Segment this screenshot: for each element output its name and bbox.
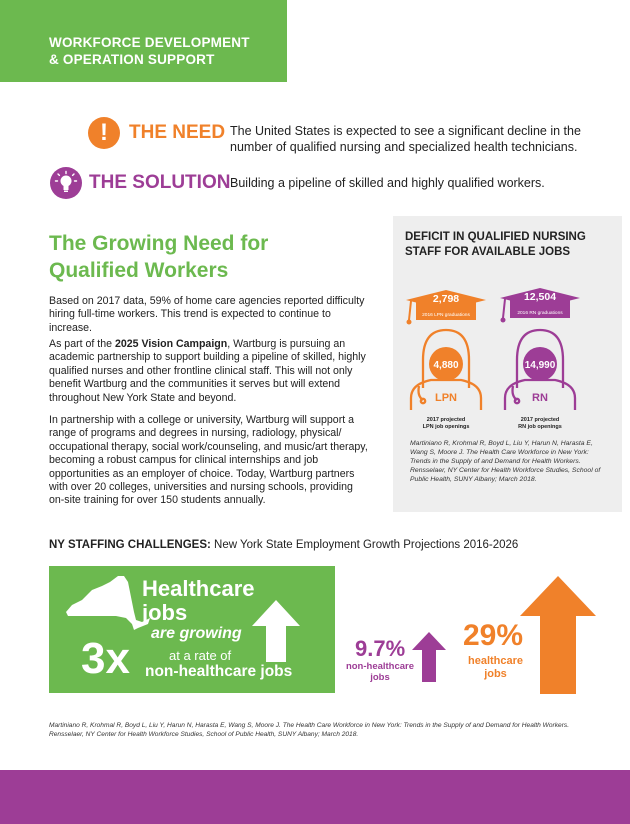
healthcare-line-1: Healthcare bbox=[142, 576, 255, 601]
staffing-title-bold: NY STAFFING CHALLENGES: bbox=[49, 539, 211, 551]
paragraph-2-body: , Wartburg is pursuing an academic partnership to support building a pipeline of skilled, highly qualified nurses and other frontline clinical staff. This will not only benefit Wartburg and the communities it serves but will extend throughout New York State and beyond. bbox=[49, 338, 366, 404]
staffing-title-rest: New York State Employment Growth Projections 2016-2026 bbox=[210, 539, 519, 551]
exclamation-icon: ! bbox=[88, 117, 120, 149]
footer-band bbox=[0, 770, 630, 824]
purple-up-arrow-icon bbox=[412, 632, 446, 682]
non-healthcare-label: non-healthcare jobs bbox=[345, 661, 415, 683]
healthcare-line-3: are growing bbox=[151, 625, 242, 642]
healthcare-line-2: jobs bbox=[142, 600, 188, 625]
paragraph-2-intro: As part of the bbox=[49, 338, 115, 350]
lightbulb-icon bbox=[50, 167, 82, 199]
solution-text: Building a pipeline of skilled and highly qualified workers. bbox=[230, 176, 545, 190]
new-york-state-icon bbox=[62, 572, 152, 642]
staffing-title bbox=[49, 539, 518, 551]
deficit-title: DEFICIT IN QUALIFIED NURSING STAFF FOR AVAILABLE JOBS bbox=[405, 231, 586, 258]
paragraph-3: In partnership with a college or university, Wartburg will support a range of programs and degrees in nursing, radiology, physical/ occupational therapy, social work/counseling, and music/art therapy, becoming a robust campus for clinical internships and job opportunities as an employer of choice. Today, Wartburg partners with over 20 colleges, universities and nursing schools, providing on-site training for over 150 students annually. bbox=[49, 414, 368, 507]
rn-openings-label-1: 2017 projected bbox=[520, 417, 560, 423]
non-healthcare-percent: 9.7% bbox=[355, 636, 406, 661]
campaign-name: 2025 Vision Campaign bbox=[114, 338, 228, 350]
paragraph-1: Based on 2017 data, 59% of home care agencies reported difficulty hiring full-time workers. This trend is expected to continue to increase. bbox=[49, 295, 365, 334]
deficit-citation: Martiniano R, Krohmal R, Boyd L, Liu Y, Harun N, Harasta E, Wang S, Moore J. The Health Care Workforce in New York: Trends in the Supply of and Demand for Health Workers. Rensselaer, NY Center for Health Workforce Studies, School of Public Health, SUNY Albany; March 2018. bbox=[410, 440, 601, 483]
lpn-openings-value: 4,880 bbox=[433, 360, 459, 371]
lpn-graduates-value: 2,798 bbox=[432, 293, 460, 305]
header-line-2: & OPERATION SUPPORT bbox=[49, 52, 215, 67]
rn-openings-value: 14,990 bbox=[524, 360, 556, 371]
rn-graduates-value: 12,504 bbox=[523, 291, 557, 303]
need-label: THE NEED bbox=[129, 122, 226, 143]
header-line-1: WORKFORCE DEVELOPMENT bbox=[49, 35, 250, 50]
need-text: The United States is expected to see a significant decline in the number of qualified nursing and specialized health technicians. bbox=[230, 124, 581, 154]
header-band bbox=[0, 0, 287, 82]
nurse-figures bbox=[393, 270, 622, 435]
healthcare-percent: 29% bbox=[463, 619, 524, 652]
healthcare-label: healthcare jobs bbox=[468, 655, 524, 680]
page-title: The Growing Need for Qualified Workers bbox=[49, 232, 269, 282]
rn-graduates-label: 2016 RN graduations bbox=[517, 311, 563, 316]
bottom-citation: Martiniano R, Krohmal R, Boyd L, Liu Y, Harun N, Harasta E, Wang S, Moore J. The Health Care Workforce in New York: Trends in the Supply of and Demand for Health Workers. Rensselaer, NY Center for Health Workforce Studies, School of Public Health, SUNY Albany; March 2018. bbox=[49, 722, 570, 738]
healthcare-line-4: at a rate of bbox=[169, 648, 232, 663]
lpn-openings-label-2: LPN job openings bbox=[422, 424, 470, 430]
lpn-role-label: LPN bbox=[435, 392, 457, 404]
rn-openings-label-2: RN job openings bbox=[518, 424, 562, 430]
solution-label: THE SOLUTION bbox=[89, 172, 231, 193]
orange-up-arrow-icon bbox=[520, 576, 596, 694]
growth-multiplier: 3x bbox=[81, 634, 130, 683]
lpn-graduates-label: 2016 LPN graduations bbox=[422, 313, 470, 318]
rn-role-label: RN bbox=[532, 392, 548, 404]
healthcare-line-5: non-healthcare jobs bbox=[145, 663, 293, 680]
paragraph-2 bbox=[49, 338, 371, 405]
lpn-openings-label-1: 2017 projected bbox=[426, 417, 466, 423]
white-up-arrow-icon bbox=[252, 600, 300, 662]
